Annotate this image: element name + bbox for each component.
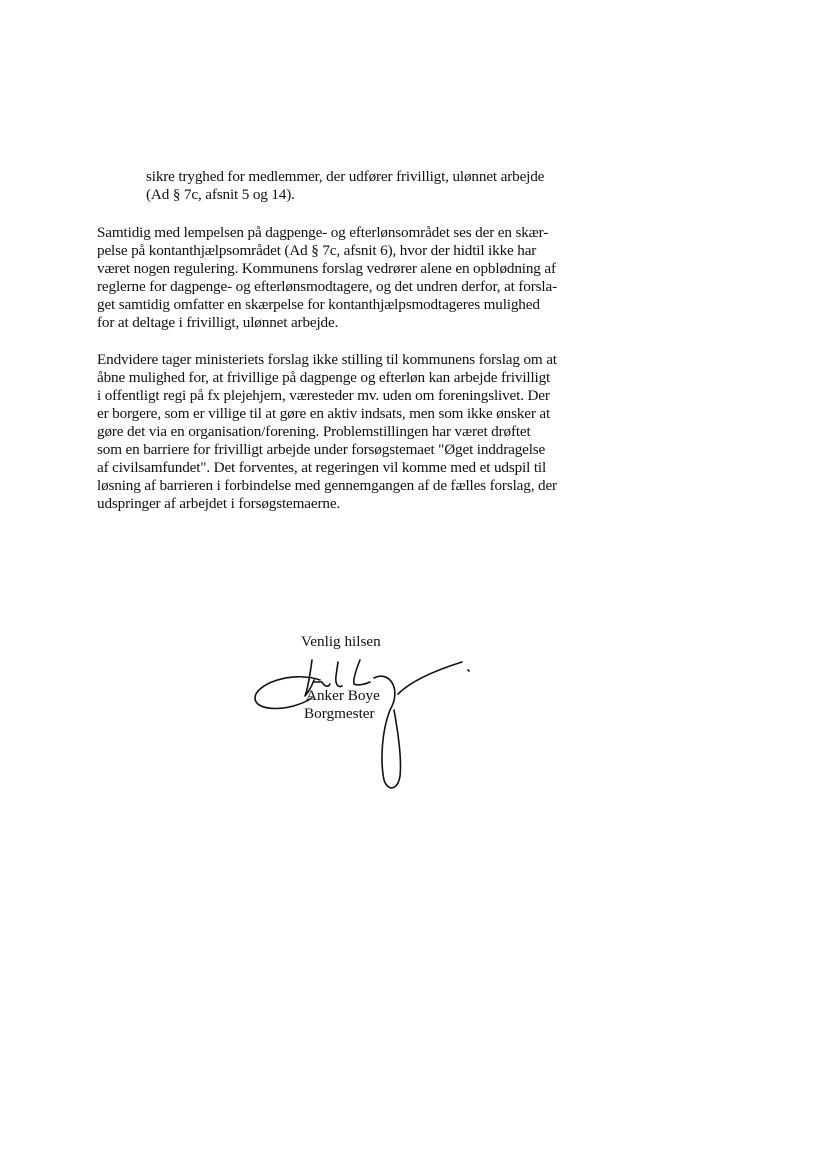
paragraph-line: i offentligt regi på fx plejehjem, væresteder mv. uden om foreningslivet. Der — [97, 387, 550, 404]
paragraph-line: pelse på kontanthjælpsområdet (Ad § 7c, afsnit 6), hvor der hidtil ikke har — [97, 242, 537, 259]
closing-greeting: Venlig hilsen — [301, 633, 381, 650]
paragraph-line: af civilsamfundet". Det forventes, at regeringen vil komme med et udspil til — [97, 459, 547, 476]
paragraph-line: for at deltage i frivilligt, ulønnet arbejde. — [97, 314, 339, 331]
signer-name: Anker Boye — [306, 687, 380, 704]
handwritten-signature-icon — [250, 640, 480, 800]
intro-line: (Ad § 7c, afsnit 5 og 14). — [146, 186, 295, 203]
paragraph-line: gøre det via en organisation/forening. Problemstillingen har været drøftet — [97, 423, 531, 440]
paragraph-line: get samtidig omfatter en skærpelse for kontanthjælpsmodtageres mulighed — [97, 296, 540, 313]
paragraph-line: været nogen regulering. Kommunens forslag vedrører alene en opblødning af — [97, 260, 556, 277]
paragraph-line: er borgere, som er villige til at gøre en aktiv indsats, men som ikke ønsker at — [97, 405, 551, 422]
paragraph-line: åbne mulighed for, at frivillige på dagpenge og efterløn kan arbejde frivilligt — [97, 369, 551, 386]
paragraph-line: Endvidere tager ministeriets forslag ikke stilling til kommunens forslag om at — [97, 351, 557, 368]
paragraph-line: reglerne for dagpenge- og efterlønsmodtagere, og det undren derfor, at forsla- — [97, 278, 557, 295]
paragraph-line: udspringer af arbejdet i forsøgstemaerne. — [97, 495, 341, 512]
intro-line: sikre tryghed for medlemmer, der udfører frivilligt, ulønnet arbejde — [146, 168, 545, 185]
paragraph-line: Samtidig med lempelsen på dagpenge- og efterlønsområdet ses der en skær- — [97, 224, 549, 241]
paragraph-line: som en barriere for frivilligt arbejde under forsøgstemaet "Øget inddragelse — [97, 441, 546, 458]
paragraph-line: løsning af barrieren i forbindelse med gennemgangen af de fælles forslag, der — [97, 477, 557, 494]
signer-title: Borgmester — [304, 705, 375, 722]
